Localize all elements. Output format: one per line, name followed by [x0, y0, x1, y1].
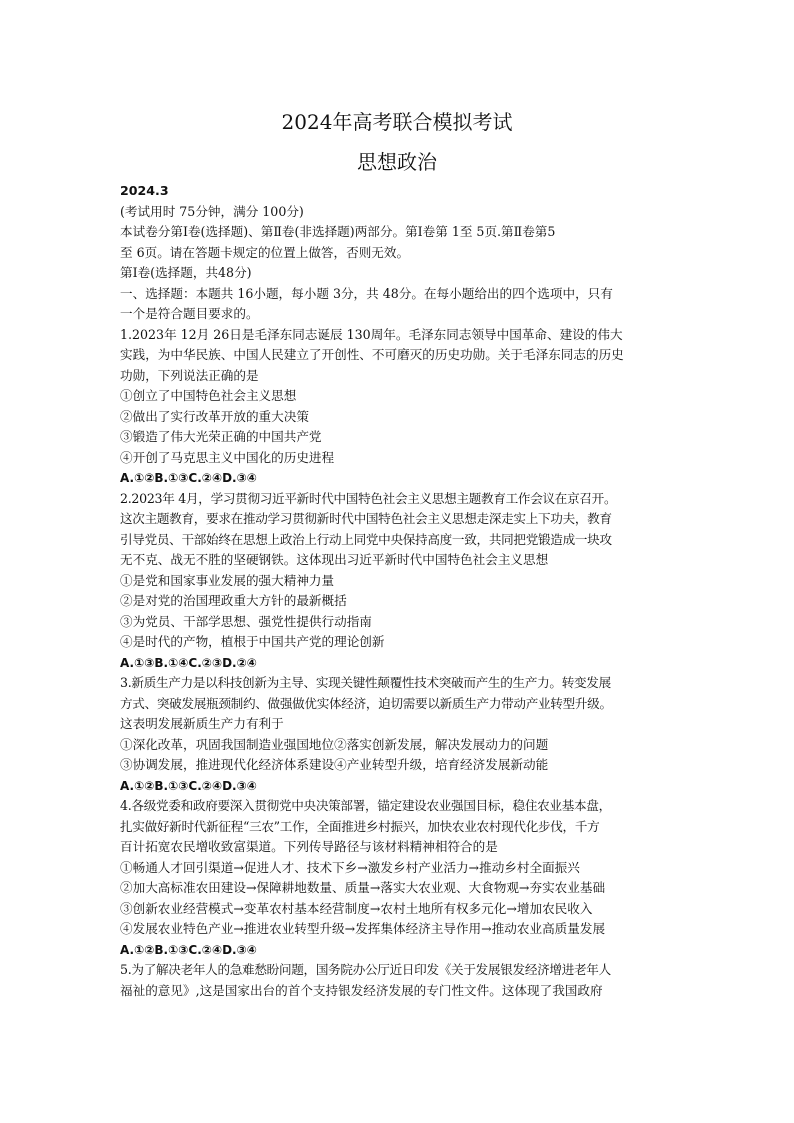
time-limit: (考试用时 75分钟，满分 100分) [120, 203, 304, 219]
question-4 [120, 796, 692, 960]
part-heading: 第Ⅰ卷(选择题，共48分) [120, 265, 252, 280]
question-stem-line: 无不克、战无不胜的坚硬钢铁。这体现出习近平新时代中国特色社会主义思想 [120, 552, 549, 567]
question-stem-line: 3.新质生产力是以科技创新为主导、实现关键性颠覆性技术突破而产生的生产力。转变发展 [120, 675, 611, 690]
question-5 [120, 960, 692, 1001]
answer-choices: A.①②B.①③C.②④D.③④ [120, 942, 257, 957]
question-stem-line: 扎实做好新时代新征程“三农”工作，全面推进乡村振兴，加快农业农村现代化步伐，千方 [120, 818, 600, 834]
question-1 [120, 325, 692, 489]
question-stem-line: 1.2023年 12月 26日是毛泽东同志诞辰 130周年。毛泽东同志领导中国革命、建设的伟大 [120, 326, 623, 342]
question-option: ④是时代的产物，植根于中国共产党的理论创新 [120, 634, 385, 649]
question-option: ②做出了实行改革开放的重大决策 [120, 408, 309, 424]
question-option: ③协调发展，推进现代化经济体系建设④产业转型升级，培育经济发展新动能 [120, 757, 549, 772]
question-option: ③创新农业经营模式→变革农村基本经营制度→农村土地所有权多元化→增加农民收入 [120, 900, 593, 916]
question-3 [120, 673, 692, 796]
question-option: ②是对党的治国理政重大方针的最新概括 [120, 593, 347, 608]
exam-subject: 思想政治 [357, 150, 437, 174]
question-stem-line: 4.各级党委和政府要深入贯彻党中央决策部署，锚定建设农业强国目标，稳住农业基本盘， [120, 798, 611, 813]
question-stem-line: 百计拓宽农民增收致富渠道。下列传导路径与该材料精神相符合的是 [120, 839, 498, 854]
question-2 [120, 489, 692, 674]
question-option: ②加大高标准农田建设→保障耕地数量、质量→落实大农业观、大食物观→夯实农业基础 [120, 880, 606, 895]
question-option: ①创立了中国特色社会主义思想 [120, 388, 297, 403]
question-stem-line: 引导党员、干部始终在思想上政治上行动上同党中央保持高度一致，共同把党锻造成一块攻 [120, 531, 612, 547]
exam-title: 2024年高考联合模拟考试 [281, 110, 513, 134]
question-option: ①深化改革，巩固我国制造业强国地位②落实创新发展，解决发展动力的问题 [120, 736, 549, 752]
question-stem-line: 方式、突破发展瓶颈制约、做强做优实体经济，迫切需要以新质生产力带动产业转型升级。 [120, 695, 612, 711]
question-stem-line: 5.为了解决老年人的急难愁盼问题，国务院办公厅近日印发《关于发展银发经济增进老年人 [120, 962, 611, 977]
intro-line: 本试卷分第Ⅰ卷(选择题)、第Ⅱ卷(非选择题)两部分。第Ⅰ卷第 1至 5页.第Ⅱ卷第5 [120, 224, 556, 239]
question-stem-line: 实践，为中华民族、中国人民建立了开创性、不可磨灭的历史功勋。关于毛泽东同志的历史 [120, 347, 624, 362]
question-option: ①畅通人才回引渠道→促进人才、技术下乡→激发乡村产业活力→推动乡村全面振兴 [120, 859, 580, 875]
question-option: ④发展农业特色产业→推进农业转型升级→发挥集体经济主导作用→推动农业高质量发展 [120, 921, 606, 936]
intro-line: 至 6页。请在答题卡规定的位置上做答，否则无效。 [120, 244, 410, 260]
question-stem-line: 2.2023年 4月，学习贯彻习近平新时代中国特色社会主义思想主题教育工作会议在京召开。 [120, 490, 617, 506]
question-option: ③为党员、干部学思想、强党性提供行动指南 [120, 613, 372, 629]
answer-choices: A.①③B.①④C.②③D.②④ [120, 655, 257, 670]
question-option: ③锻造了伟大光荣正确的中国共产党 [120, 429, 322, 444]
exam-body [120, 181, 692, 1001]
answer-choices: A.①②B.①③C.②④D.③④ [120, 471, 257, 485]
question-option: ④开创了马克思主义中国化的历史进程 [120, 449, 335, 465]
question-stem-line: 功勋，下列说法正确的是 [120, 367, 259, 383]
question-option: ①是党和国家事业发展的强大精神力量 [120, 572, 335, 588]
question-stem-line: 这次主题教育，要求在推动学习贯彻新时代中国特色社会主义思想走深走实上下功夫，教育 [120, 511, 612, 526]
question-stem-line: 福祉的意见》,这是国家出台的首个支持银发经济发展的专门性文件。这体现了我国政府 [120, 982, 603, 998]
question-stem-line: 这表明发展新质生产力有利于 [120, 716, 284, 731]
section-instruction: 一、选择题：本题共 16小题，每小题 3分，共 48分。在每小题给出的四个选项中，只有 [120, 285, 613, 301]
answer-choices: A.①②B.①③C.②④D.③④ [120, 778, 257, 793]
section-instruction: 一个是符合题目要求的。 [120, 306, 259, 321]
exam-date: 2024.3 [120, 183, 169, 198]
